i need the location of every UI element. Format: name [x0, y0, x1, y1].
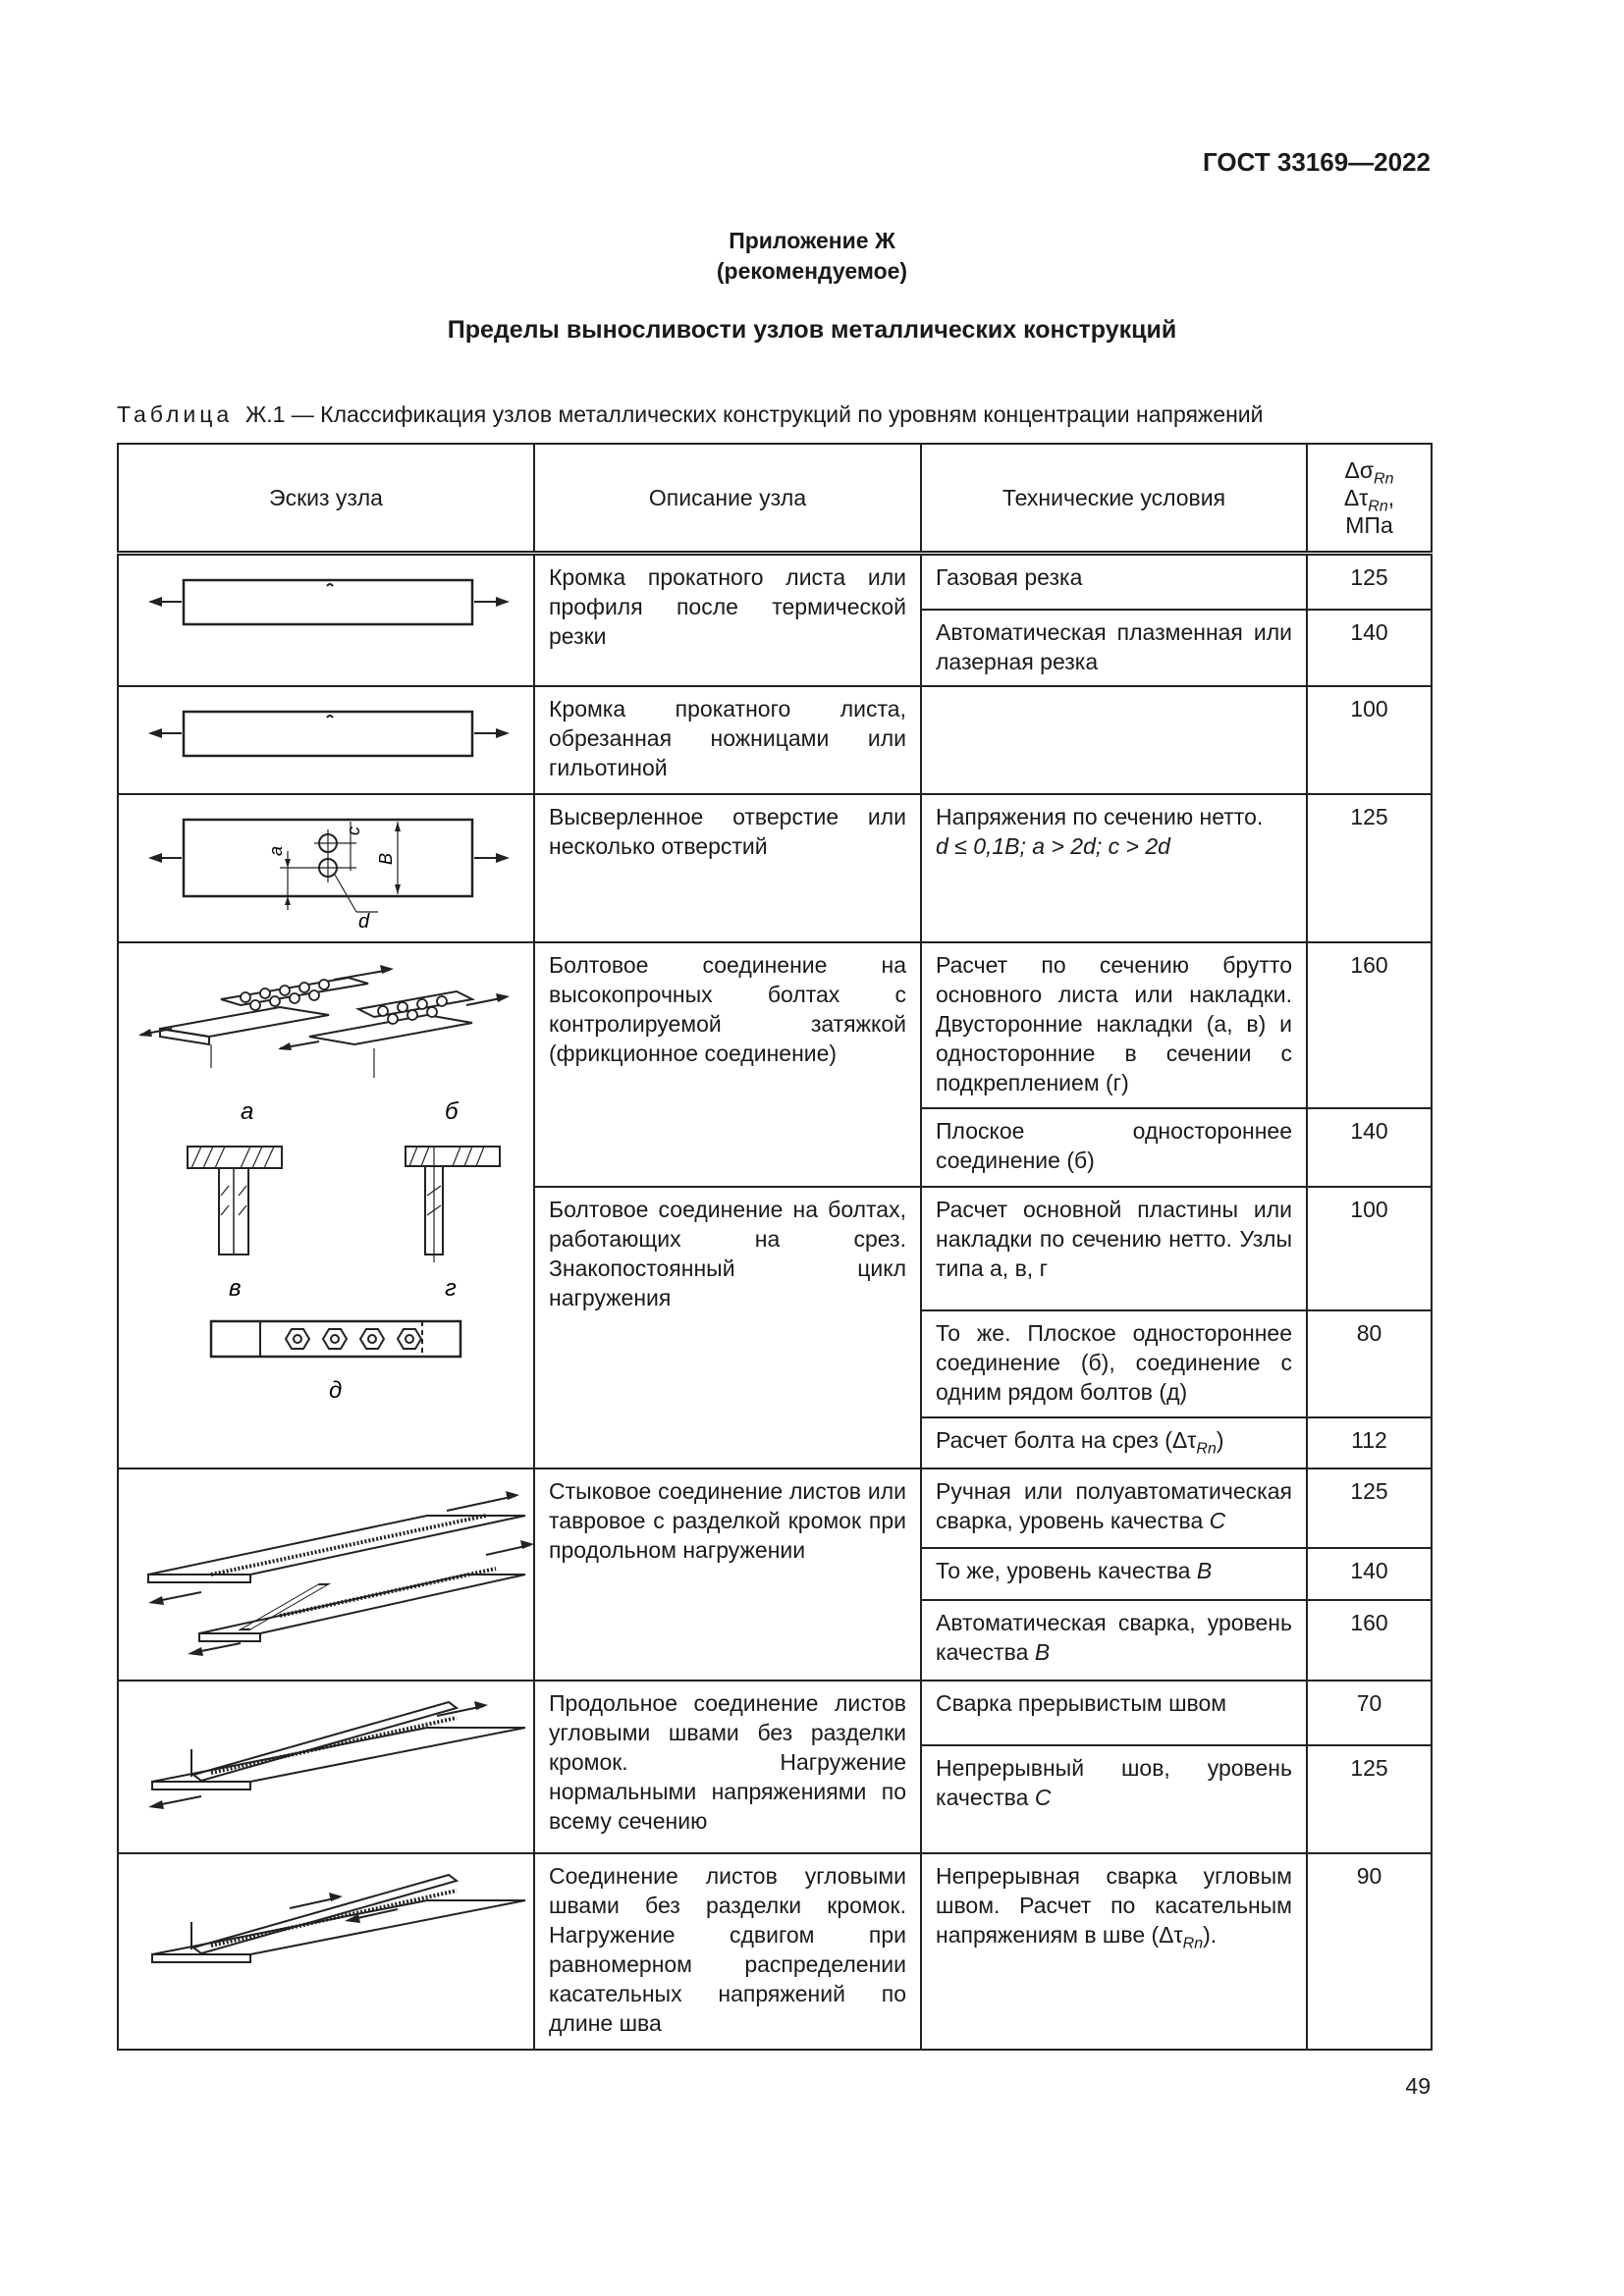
label-a: а [241, 1097, 254, 1125]
sketch-fillet-shear [118, 1853, 534, 2050]
row1-condition-2: Автоматическая плазменная или лазерная резка [921, 610, 1307, 686]
dim-c-label: c [344, 826, 363, 835]
row3-condition-text: Напряжения по сечению нетто. [936, 803, 1264, 829]
row1-description: Кромка прокатного листа или профиля после термической резки [534, 554, 921, 686]
row1-value-1: 125 [1307, 554, 1432, 610]
label-b: б [445, 1097, 459, 1125]
row7-value-2: 125 [1307, 1745, 1432, 1853]
table-caption [117, 401, 1433, 428]
label-v: в [229, 1274, 242, 1302]
row6-c3-quality: B [1034, 1638, 1051, 1665]
row6-value-3: 160 [1307, 1600, 1432, 1681]
table-row [118, 554, 1432, 610]
row5-c3-sub: Rn [1196, 1440, 1217, 1458]
row6-c2-quality: B [1196, 1558, 1213, 1584]
row3-condition-formula: d ≤ 0,1B; a > 2d; c > 2d [936, 832, 1170, 859]
row1-value-2: 140 [1307, 610, 1432, 686]
row6-description: Стыковое соединение листов или тавровое с разделкой кромок при продольном нагружении [534, 1468, 921, 1681]
row6-condition-3 [921, 1600, 1307, 1681]
butt-weld-icon [133, 1476, 545, 1673]
row5-description: Болтовое соединение на болтах, работающих на срез. Знакопостоянный цикл нагружения [534, 1187, 921, 1468]
row5-condition-3 [921, 1417, 1307, 1468]
row7-c2-text: Непрерывный шов, уровень качества [936, 1754, 1292, 1810]
table-row [118, 1853, 1432, 2050]
row2-description: Кромка прокатного листа, обрезанная ножницами или гильотиной [534, 686, 921, 794]
row6-c3-text: Автоматическая сварка, уровень качества [936, 1609, 1292, 1665]
row4-condition-2: Плоское одностороннее соединение (б) [921, 1108, 1307, 1187]
dim-a-label: a [266, 845, 286, 856]
caption-prefix: Таблица [117, 401, 234, 427]
value-sigma-sub: Rn [1374, 470, 1394, 488]
fillet-shear-icon [133, 1861, 545, 2018]
row8-c1-end: ). [1203, 1921, 1218, 1948]
header-sketch: Эскиз узла [118, 444, 534, 554]
table-row [118, 686, 1432, 794]
row7-condition-1: Сварка прерывистым швом [921, 1681, 1307, 1745]
row6-c1-quality: C [1209, 1507, 1226, 1533]
row5-c3-end: ) [1216, 1426, 1224, 1453]
table-row [118, 942, 1432, 1108]
row3-description: Высверленное отверстие или несколько отверстий [534, 794, 921, 942]
row6-condition-2 [921, 1548, 1307, 1599]
classification-table [117, 443, 1433, 2051]
sketch-shear-cut [118, 686, 534, 794]
plate-sketch-icon [133, 694, 545, 773]
row2-condition-1 [921, 686, 1307, 794]
row4-value-1: 160 [1307, 942, 1432, 1108]
bolted-joints-icon [133, 950, 545, 1461]
header-description: Описание узла [534, 444, 921, 554]
page-number: 49 [1405, 2073, 1431, 2099]
section-title: Пределы выносливости узлов металлических конструкций [447, 316, 1177, 344]
row6-c1-text: Ручная или полуавтоматическая сварка, уровень качества [936, 1477, 1292, 1533]
row8-c1-sub: Rn [1182, 1935, 1204, 1952]
row2-value-1: 100 [1307, 686, 1432, 794]
row8-condition-1 [921, 1853, 1307, 2050]
table-row [118, 794, 1432, 942]
row5-c3-text: Расчет болта на срез (Δτ [936, 1426, 1197, 1453]
row5-value-1: 100 [1307, 1187, 1432, 1310]
value-unit: МПа [1345, 512, 1393, 538]
label-d: д [329, 1376, 343, 1404]
standard-number: ГОСТ 33169—2022 [1203, 147, 1431, 177]
appendix-title: Приложение Ж [729, 228, 895, 253]
row4-condition-1: Расчет по сечению брутто основного листа или накладки. Двусторонние накладки (а, в) и односторонние в сечении с подкреплением (г) [921, 942, 1307, 1108]
value-tau: Δτ [1343, 485, 1369, 510]
row6-c2-text: То же, уровень качества [936, 1558, 1191, 1584]
row7-condition-2 [921, 1745, 1307, 1853]
header-conditions: Технические условия [921, 444, 1307, 554]
table-row [118, 1468, 1432, 1549]
value-sigma: Δσ [1344, 457, 1375, 483]
row7-c2-quality: C [1034, 1784, 1052, 1810]
row8-description: Соединение листов угловыми швами без разделки кромок. Нагружение сдвигом при равномерном распределении касательных напряжений по длине шва [534, 1853, 921, 2050]
dim-B-label: B [376, 852, 396, 865]
sketch-bolted-joints [118, 942, 534, 1468]
table-row [118, 1681, 1432, 1745]
row3-value-1: 125 [1307, 794, 1432, 942]
plate-sketch-icon [133, 562, 545, 641]
label-g: г [445, 1274, 457, 1302]
fillet-weld-icon [133, 1688, 545, 1845]
sketch-drilled-hole [118, 794, 534, 942]
row4-value-2: 140 [1307, 1108, 1432, 1187]
row1-condition-1: Газовая резка [921, 554, 1307, 610]
row5-condition-2: То же. Плоское одностороннее соединение (б), соединение с одним рядом болтов (д) [921, 1310, 1307, 1417]
row7-value-1: 70 [1307, 1681, 1432, 1745]
row6-value-2: 140 [1307, 1548, 1432, 1599]
row8-c1-text: Непрерывная сварка угловым швом. Расчет по касательным напряжениям в шве (Δτ [936, 1862, 1292, 1948]
header-value [1307, 444, 1432, 554]
sketch-thermal-cut [118, 554, 534, 686]
dim-d-label: d [358, 910, 370, 933]
row7-description: Продольное соединение листов угловыми швами без разделки кромок. Нагружение нормальными напряжениями по всему сечению [534, 1681, 921, 1853]
row5-value-2: 80 [1307, 1310, 1432, 1417]
value-tau-sub: Rn [1368, 498, 1388, 515]
drilled-plate-icon [133, 802, 545, 934]
sketch-butt-weld [118, 1468, 534, 1681]
row3-condition-1 [921, 794, 1307, 942]
appendix-status: (рекомендуемое) [716, 258, 908, 284]
table-header-row [118, 444, 1432, 554]
row4-description: Болтовое соединение на высокопрочных болтах с контролируемой затяжкой (фрикционное соединение) [534, 942, 921, 1187]
row6-value-1: 125 [1307, 1468, 1432, 1549]
row8-value-1: 90 [1307, 1853, 1432, 2050]
caption-text: Ж.1 — Классификация узлов металлических конструкций по уровням концентрации напряжений [244, 401, 1264, 427]
value-tau-comma: , [1387, 485, 1395, 510]
row5-value-3: 112 [1307, 1417, 1432, 1468]
row6-condition-1 [921, 1468, 1307, 1549]
row5-condition-1: Расчет основной пластины или накладки по сечению нетто. Узлы типа а, в, г [921, 1187, 1307, 1310]
sketch-fillet-normal [118, 1681, 534, 1853]
